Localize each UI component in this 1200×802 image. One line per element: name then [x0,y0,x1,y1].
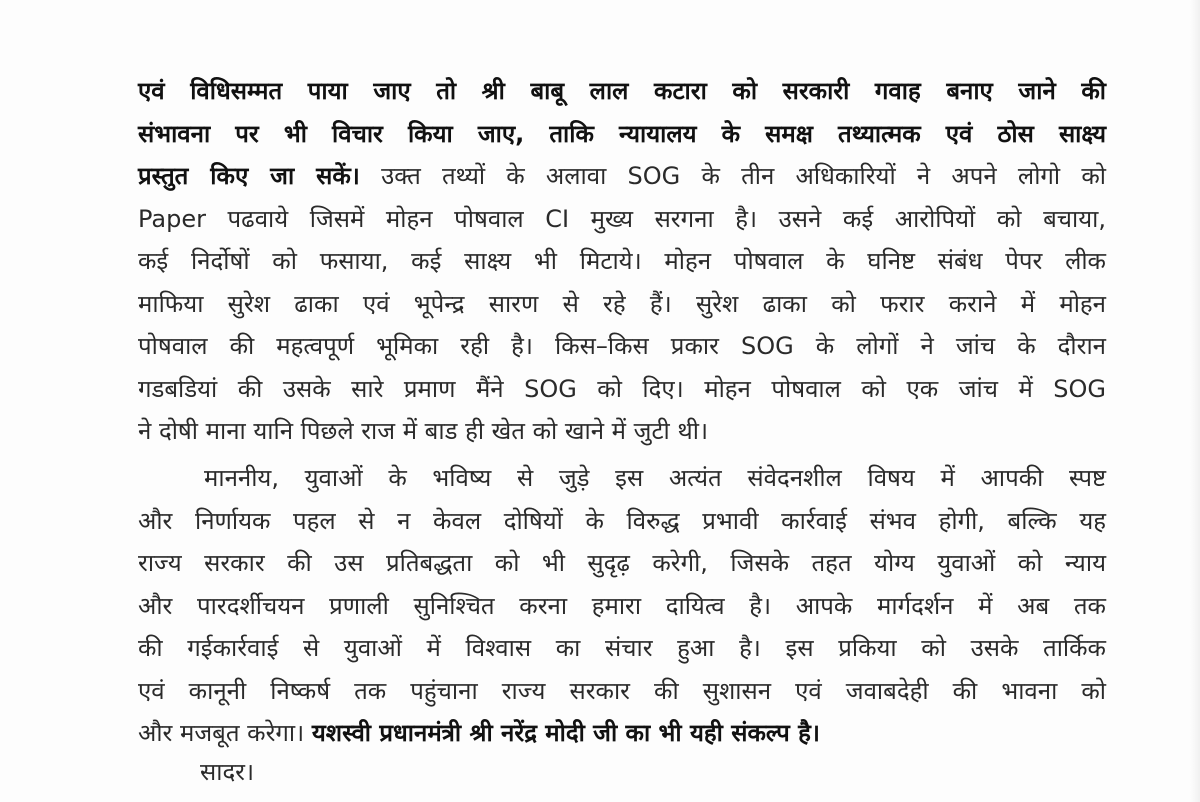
body-text: और निर्णायक पहल से न केवल दोषियों के विरुद्ध प्रभावी कार्रवाई संभव होगी, बल्कि यह [138,506,1106,535]
text-line [138,500,1106,543]
text-line [138,198,1106,241]
closing-salutation: सादर। [200,758,255,786]
text-line [138,283,1106,326]
text-line [138,585,1106,628]
text-line [138,457,1106,500]
body-text: Paper पढवाये जिसमें मोहन पोषवाल CI मुख्य सरगना है। उसने कई आरोपियों को बचाया, [138,204,1106,233]
text-line [138,712,1106,755]
text-line [138,240,1106,283]
body-text: पोषवाल की महत्वपूर्ण भूमिका रही है। किस–किस प्रकार SOG के लोगों ने जांच के दौरान [138,332,1106,360]
text-line [138,368,1106,411]
paragraph-1 [138,70,1106,453]
text-line [138,70,1106,113]
body-text: और मजबूत करेगा। [138,719,312,747]
body-text: गडबडियां की उसके सारे प्रमाण मैंने SOG को दिए। मोहन पोषवाल को एक जांच में SOG [138,374,1106,403]
text-line [138,325,1106,368]
body-text: उक्त तथ्यों के अलावा SOG के तीन अधिकारियों ने अपने लोगो को [359,162,1106,190]
paragraph-2 [138,457,1106,755]
scan-shadow-edge [1190,0,1200,802]
body-text: माफिया सुरेश ढाका एवं भूपेन्द्र सारण से रहे हैं। सुरेश ढाका को फरार कराने में मोहन [138,289,1106,318]
text-line [138,627,1106,670]
body-text: एवं कानूनी निष्कर्ष तक पहुंचाना राज्य सरकार की सुशासन एवं जवाबदेही की भावना को [138,676,1106,705]
bold-text: यशस्वी प्रधानमंत्री श्री नरेंद्र मोदी जी का भी यही संकल्प है। [311,719,821,747]
bold-text: प्रस्तुत किए जा सकें। [138,162,360,190]
body-text: और पारदर्शीचयन प्रणाली सुनिश्चित करना हमारा दायित्व है। आपके मार्गदर्शन में अब तक [138,591,1106,620]
bold-text: एवं विधिसम्मत पाया जाए तो श्री बाबू लाल कटारा को सरकारी गवाह बनाए जाने की [138,77,1106,105]
text-line [138,155,1106,198]
body-text: राज्य सरकार की उस प्रतिबद्धता को भी सुदृढ़ करेगी, जिसके तहत योग्य युवाओं को न्याय [138,549,1106,577]
body-text: माननीय, युवाओं के भविष्य से जुड़े इस अत्यंत संवेदनशील विषय में आपकी स्पष्ट [204,464,1106,492]
text-line [138,410,1106,453]
text-line [138,542,1106,585]
body-text: ने दोषी माना यानि पिछले राज में बाड ही खेत को खाने में जुटी थी। [138,417,709,445]
body-text: की गईकार्रवाई से युवाओं में विश्वास का संचार हुआ है। इस प्रकिया को उसके तार्किक [138,634,1106,662]
text-line [138,670,1106,713]
text-line [138,113,1106,156]
bold-text: संभावना पर भी विचार किया जाए, ताकि न्यायालय के समक्ष तथ्यात्मक एवं ठोस साक्ष्य [138,119,1106,148]
body-text: कई निर्दोषों को फसाया, कई साक्ष्य भी मिटाये। मोहन पोषवाल के घनिष्ट संबंध पेपर लीक [138,247,1106,275]
